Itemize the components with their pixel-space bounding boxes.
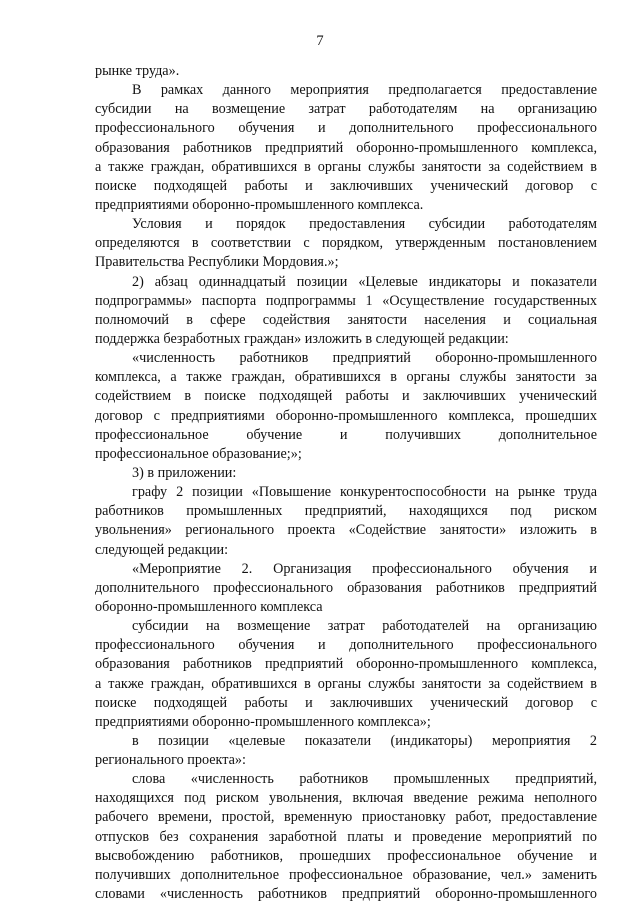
text-line: получивших дополнительное профессиональное образование, чел.» заменить xyxy=(95,866,597,883)
text-line: Условия и порядок предоставления субсидии работодателям xyxy=(132,216,597,233)
text-line: рынке труда». xyxy=(95,63,180,79)
text-line: определяются в соответствии с порядком, утвержденным постановлением xyxy=(95,235,597,252)
text-line: профессиональное образование;»; xyxy=(95,445,302,462)
text-line: поиске подходящей работы и заключивших ученический договор с xyxy=(95,694,597,711)
text-line: образования работников предприятий оборонно-промышленного комплекса, xyxy=(95,656,597,673)
text-line: работников промышленных предприятий, находящихся под риском xyxy=(95,503,597,520)
text-line: слова «численность работников промышленных предприятий, xyxy=(132,771,597,788)
text-line: образования работников предприятий оборонно-промышленного комплекса, xyxy=(95,139,597,156)
text-line: «численность работников предприятий оборонно-промышленного xyxy=(132,350,597,367)
text-line: а также граждан, обратившихся в органы службы занятости за содействием в xyxy=(95,675,597,692)
text-line: полномочий в сфере содействия занятости населения и социальная xyxy=(95,311,597,328)
text-line: профессиональное обучение и получивших дополнительное xyxy=(95,426,597,443)
text-line: В рамках данного мероприятия предполагается предоставление xyxy=(132,82,597,99)
text-line: поддержка безработных граждан» изложить в следующей редакции: xyxy=(95,330,509,347)
text-line: подпрограммы» паспорта подпрограммы 1 «Осуществление государственных xyxy=(95,292,597,309)
text-line: а также граждан, обратившихся в органы службы занятости за содействием в xyxy=(95,158,597,175)
text-line: 3) в приложении: xyxy=(132,464,237,481)
text-line: предприятиями оборонно-промышленного комплекса. xyxy=(95,196,424,213)
text-line: профессионального обучения и дополнительного профессионального xyxy=(95,120,597,137)
text-line: находящихся под риском увольнения, включая введение режима неполного xyxy=(95,790,597,807)
text-line: Правительства Республики Мордовия.»; xyxy=(95,254,339,271)
text-line: следующей редакции: xyxy=(95,541,229,558)
page-number: 7 xyxy=(316,33,324,49)
text-line: договор с предприятиями оборонно-промышленного комплекса, прошедших xyxy=(95,407,597,424)
text-line: дополнительного профессионального образования работников предприятий xyxy=(95,579,597,596)
text-line: 2) абзац одиннадцатый позиции «Целевые индикаторы и показатели xyxy=(132,273,597,290)
text-line: оборонно-промышленного комплекса xyxy=(95,598,323,615)
text-line: комплекса, а также граждан, обратившихся в органы службы занятости за xyxy=(95,369,597,386)
text-line: субсидии на возмещение затрат работодателей на организацию xyxy=(132,618,597,635)
text-line: поиске подходящей работы и заключивших ученический договор с xyxy=(95,177,597,194)
text-line: профессионального обучения и дополнительного профессионального xyxy=(95,637,597,654)
text-line: высвобождению работников, прошедших профессиональное обучение и xyxy=(95,847,597,864)
text-line: предприятиями оборонно-промышленного комплекса»; xyxy=(95,713,431,730)
text-line: отпусков без сохранения заработной платы и проведение мероприятий по xyxy=(95,828,597,845)
text-line: субсидии на возмещение затрат работодателям на организацию xyxy=(95,101,597,118)
text-line: содействием в поиске подходящей работы и заключивших ученический xyxy=(95,388,597,405)
text-line: словами «численность работников предприятий оборонно-промышленного xyxy=(95,886,597,903)
text-line: увольнения» регионального проекта «Содействие занятости» изложить в xyxy=(95,522,597,539)
text-line: в позиции «целевые показатели (индикаторы) мероприятия 2 xyxy=(132,732,597,749)
text-line: рабочего времени, простой, временную приостановку работ, предоставление xyxy=(95,809,597,826)
text-line: графу 2 позиции «Повышение конкурентоспособности на рынке труда xyxy=(132,484,597,501)
text-line: регионального проекта»: xyxy=(95,752,246,769)
text-line: «Мероприятие 2. Организация профессионального обучения и xyxy=(132,560,597,577)
document-body xyxy=(95,62,597,904)
